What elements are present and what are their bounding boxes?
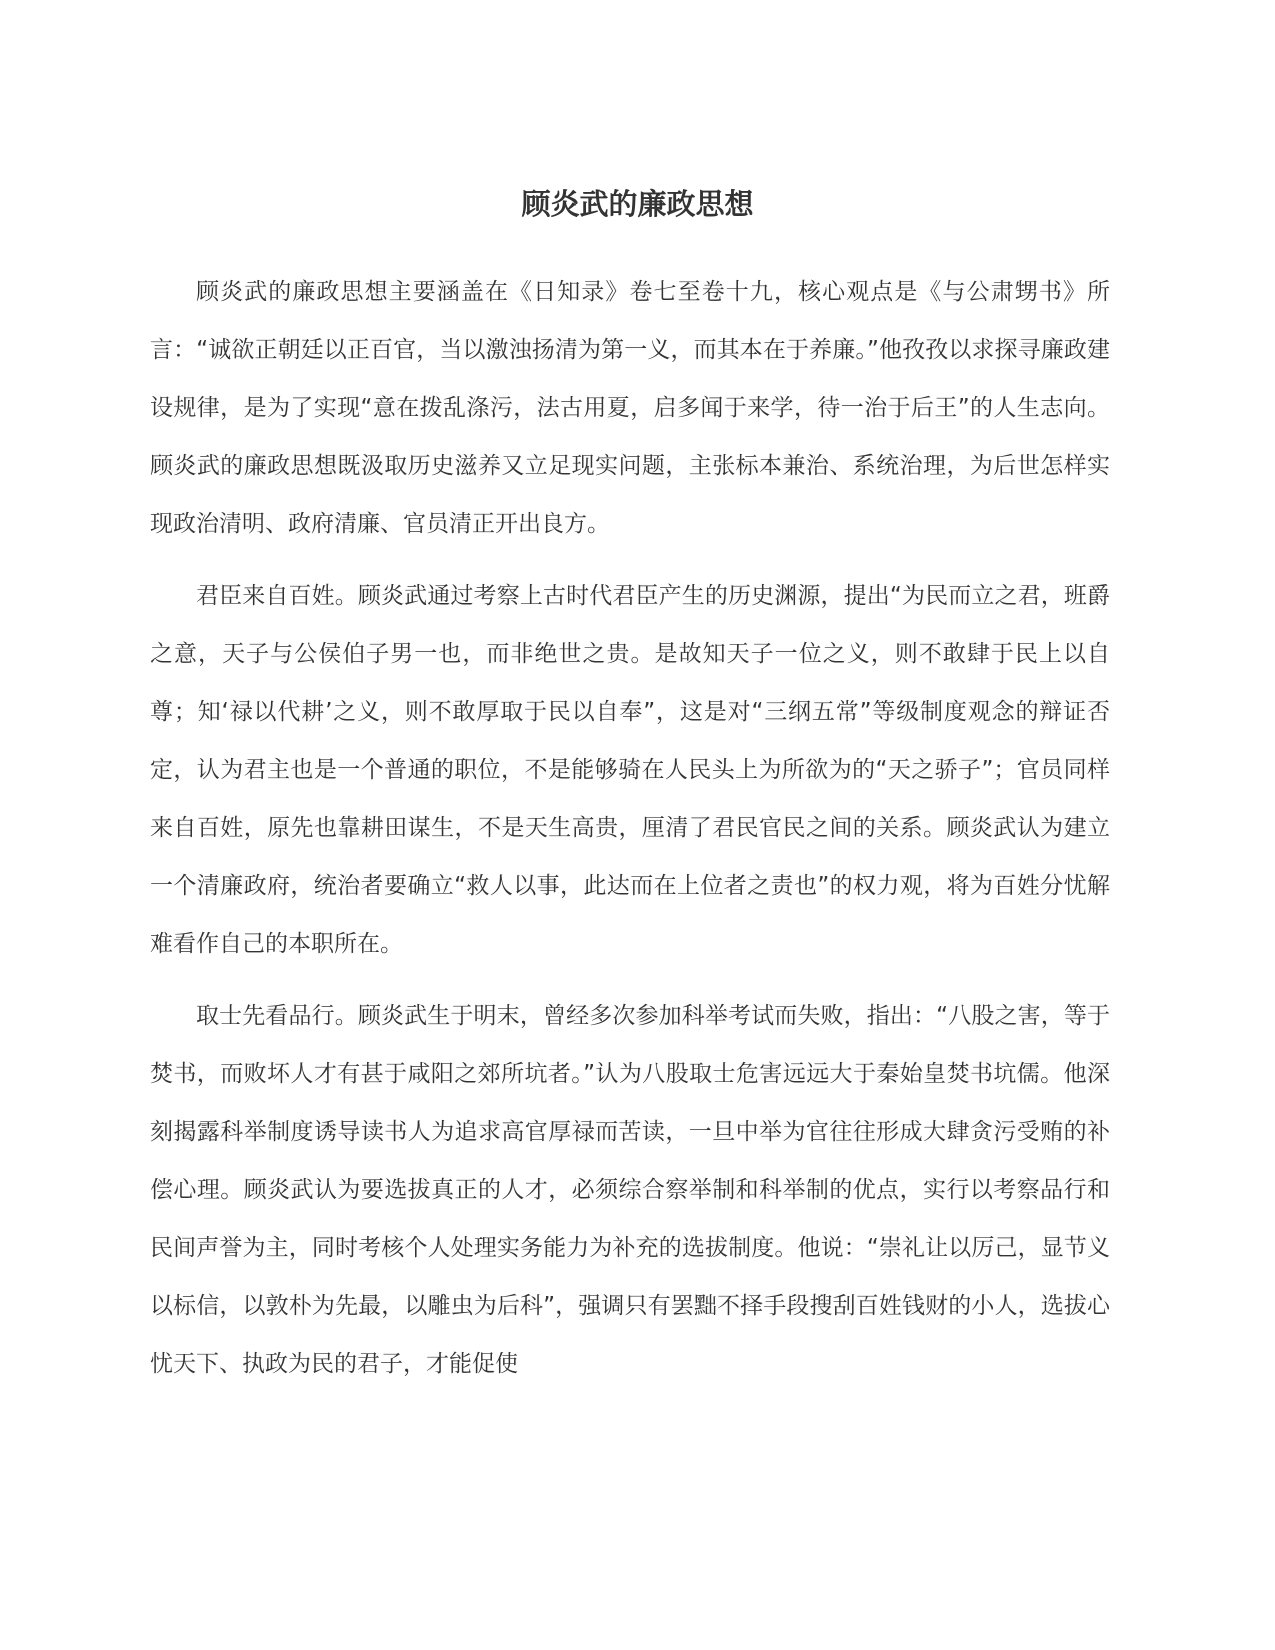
document-body [150,263,1110,1407]
paragraph-intro: 顾炎武的廉政思想主要涵盖在《日知录》卷七至卷十九，核心观点是《与公肃甥书》所言：“诚欲正朝廷以正百官，当以激浊扬清为第一义，而其本在于养廉。”他孜孜以求探寻廉政建设规律，是为了实现“意在拨乱涤污，法古用夏，启多闻于来学，待一治于后王”的人生志向。顾炎武的廉政思想既汲取历史滋养又立足现实问题，主张标本兼治、系统治理，为后世怎样实现政治清明、政府清廉、官员清正开出良方。 [150,279,1110,537]
document-title: 顾炎武的廉政思想 [521,187,754,221]
paragraph-rulers-from-people: 君臣来自百姓。顾炎武通过考察上古时代君臣产生的历史渊源，提出“为民而立之君，班爵之意，天子与公侯伯子男一也，而非绝世之贵。是故知天子一位之义，则不敢肆于民上以自尊；知‘禄以代耕’之义，则不敢厚取于民以自奉”，这是对“三纲五常”等级制度观念的辩证否定，认为君主也是一个普通的职位，不是能够骑在人民头上为所欲为的“天之骄子”；官员同样来自百姓，原先也靠耕田谋生，不是天生高贵，厘清了君民官民之间的关系。顾炎武认为建立一个清廉政府，统治者要确立“救人以事，此达而在上位者之责也”的权力观，将为百姓分忧解难看作自己的本职所在。 [150,583,1110,957]
paragraph-selection-by-character: 取士先看品行。顾炎武生于明末，曾经多次参加科举考试而失败，指出：“八股之害，等于焚书，而败坏人才有甚于咸阳之郊所坑者。”认为八股取士危害远远大于秦始皇焚书坑儒。他深刻揭露科举制度诱导读书人为追求高官厚禄而苦读，一旦中举为官往往形成大肆贪污受贿的补偿心理。顾炎武认为要选拔真正的人才，必须综合察举制和科举制的优点，实行以考察品行和民间声誉为主，同时考核个人处理实务能力为补充的选拔制度。他说：“崇礼让以厉己，显节义以标信，以敦朴为先最，以雕虫为后科”，强调只有罢黜不择手段搜刮百姓钱财的小人，选拔心忧天下、执政为民的君子，才能促使 [150,1003,1110,1377]
